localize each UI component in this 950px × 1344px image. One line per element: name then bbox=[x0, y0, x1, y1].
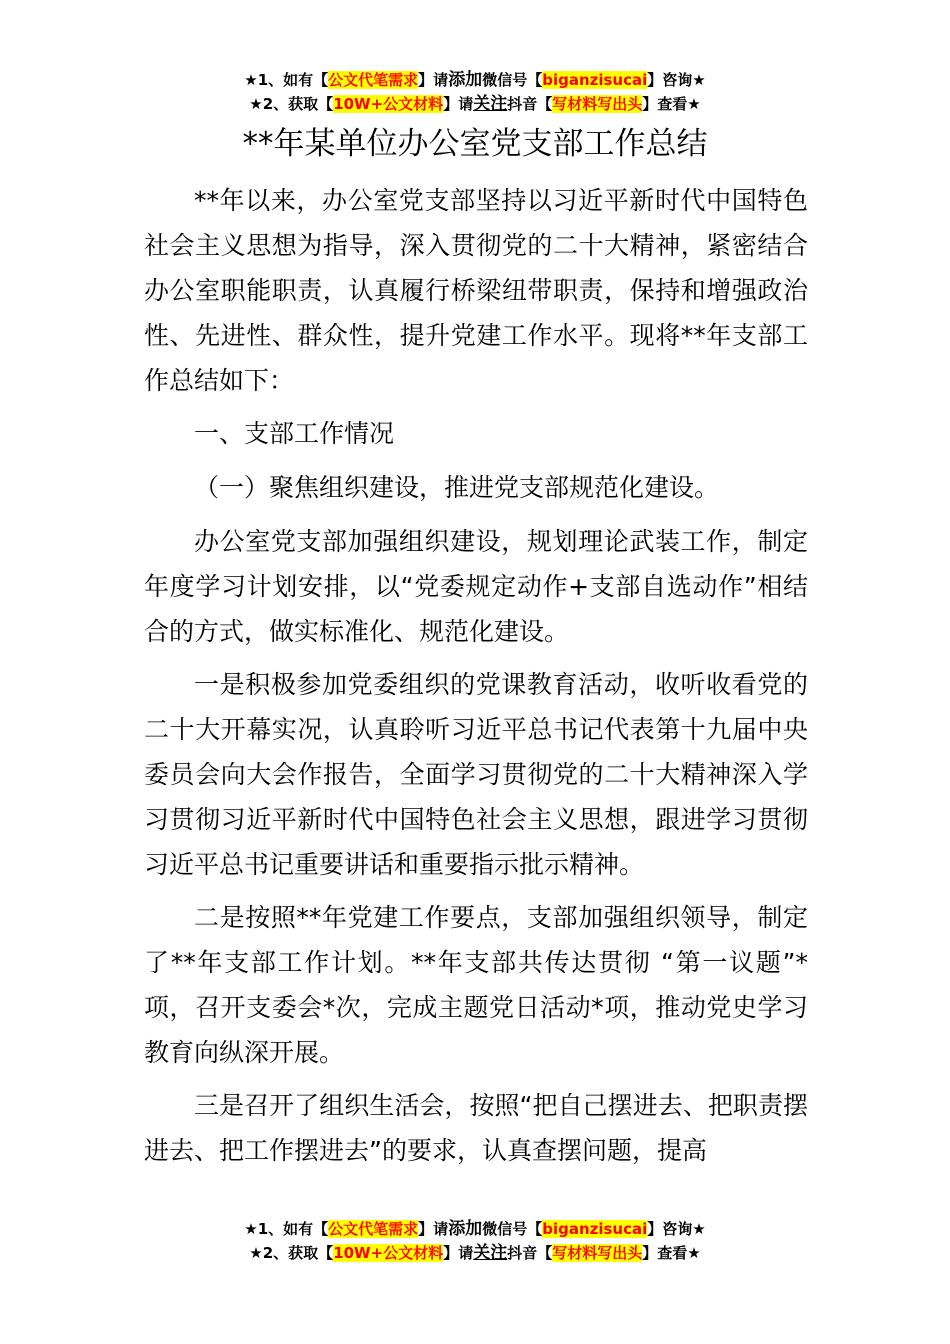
paragraph: **年以来，办公室党支部坚持以习近平新时代中国特色社会主义思想为指导，深入贯彻党的二十大精神，紧密结合办公室职能职责，认真履行桥梁纽带职责，保持和增强政治性、先进性、群众性，提升党建工作水平。现将**年支部工作总结如下： bbox=[144, 186, 808, 395]
banner-text: 】查看★ bbox=[642, 1244, 701, 1262]
banner-text: 】咨询★ bbox=[647, 71, 706, 89]
banner-highlight: 10W+公文材料 bbox=[333, 1244, 444, 1262]
banner-text: 】请 bbox=[443, 95, 474, 113]
subsection-heading: （一）聚焦组织建设，推进党支部规范化建设。 bbox=[194, 473, 720, 502]
banner-line-2 bbox=[0, 92, 950, 116]
banner-text: ★2、获取【 bbox=[249, 1244, 334, 1262]
banner-highlight: biganzisucai bbox=[542, 1220, 648, 1238]
document-title: **年某单位办公室党支部工作总结 bbox=[242, 126, 708, 162]
banner-highlight: 公文代笔需求 bbox=[328, 1220, 419, 1238]
banner-text: 】查看★ bbox=[642, 95, 701, 113]
banner-line-1 bbox=[0, 68, 950, 92]
banner-highlight: 10W+公文材料 bbox=[333, 95, 444, 113]
document-body bbox=[144, 178, 808, 1181]
banner-text: 微信号【 bbox=[482, 1220, 543, 1238]
banner-highlight: biganzisucai bbox=[542, 71, 648, 89]
banner-text: 】咨询★ bbox=[647, 1220, 706, 1238]
banner-text: 】请 bbox=[418, 71, 449, 89]
paragraph: 三是召开了组织生活会，按照“把自己摆进去、把职责摆进去、把工作摆进去”的要求，认真查摆问题，提高 bbox=[144, 1091, 808, 1165]
bottom-banner bbox=[0, 1217, 950, 1265]
paragraph: 二是按照**年党建工作要点，支部加强组织领导，制定了**年支部工作计划。**年支部共传达贯彻 “第一议题”*项，召开支委会*次，完成主题党日活动*项，推动党史学习教育向纵深开展。 bbox=[144, 903, 808, 1067]
banner-text: 抖音【 bbox=[507, 1244, 553, 1262]
banner-text: 】请 bbox=[418, 1220, 449, 1238]
banner-line-2 bbox=[0, 1241, 950, 1265]
banner-text: 微信号【 bbox=[482, 71, 543, 89]
paragraph: 办公室党支部加强组织建设，规划理论武装工作，制定年度学习计划安排，以“党委规定动作+支部自选动作”相结合的方式，做实标准化、规范化建设。 bbox=[144, 527, 808, 646]
paragraph: 一是积极参加党委组织的党课教育活动，收听收看党的二十大开幕实况，认真聆听习近平总书记代表第十九届中央委员会向大会作报告，全面学习贯彻党的二十大精神深入学习贯彻习近平新时代中国特色社会主义思想，跟进学习贯彻习近平总书记重要讲话和重要指示批示精神。 bbox=[144, 670, 808, 879]
banner-text: ★1、如有【 bbox=[244, 1220, 329, 1238]
banner-emphasis: 添加 bbox=[448, 1219, 483, 1239]
banner-highlight: 写材料写出头 bbox=[552, 1244, 643, 1262]
banner-emphasis: 关注 bbox=[473, 94, 508, 114]
top-banner bbox=[0, 68, 950, 116]
banner-emphasis: 添加 bbox=[448, 70, 483, 90]
banner-highlight: 写材料写出头 bbox=[552, 95, 643, 113]
banner-text: 】请 bbox=[443, 1244, 474, 1262]
banner-text: ★2、获取【 bbox=[249, 95, 334, 113]
banner-highlight: 公文代笔需求 bbox=[328, 71, 419, 89]
banner-emphasis: 关注 bbox=[473, 1243, 508, 1263]
banner-line-1 bbox=[0, 1217, 950, 1241]
banner-text: 抖音【 bbox=[507, 95, 553, 113]
banner-text: ★1、如有【 bbox=[244, 71, 329, 89]
section-heading: 一、支部工作情况 bbox=[194, 419, 395, 448]
